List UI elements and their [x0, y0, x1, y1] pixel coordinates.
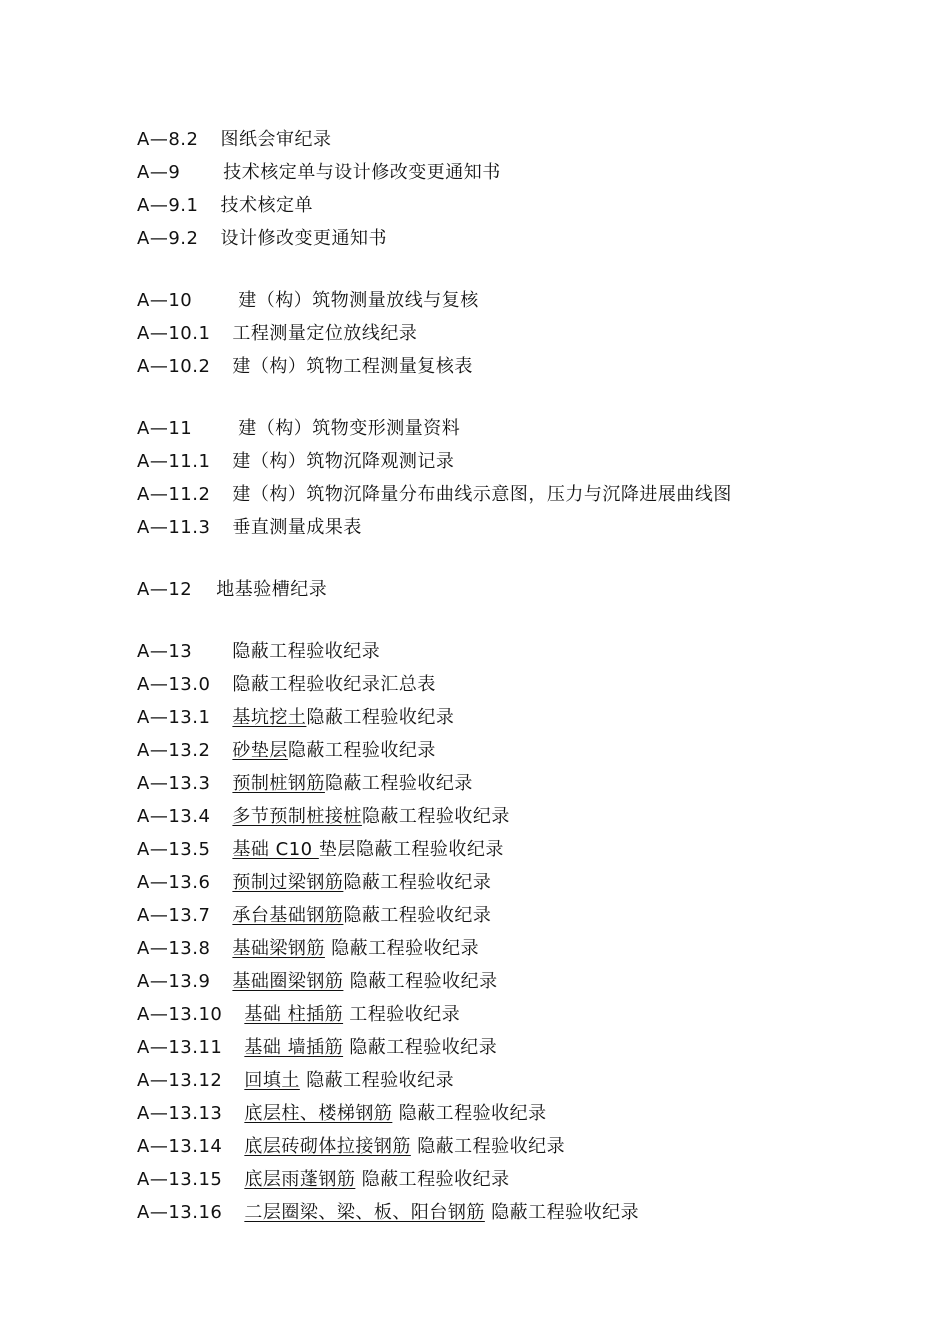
section-gap — [137, 544, 917, 573]
record-item-underlined: 预制过梁钢筋 — [232, 872, 344, 893]
record-title: 工程测量定位放线纪录 — [232, 323, 418, 344]
record-item-underlined: 基础梁钢筋 — [232, 938, 325, 959]
record-entry — [137, 511, 917, 544]
record-item-underlined: 基础 墙插筋 — [244, 1037, 344, 1058]
record-code: A—13.9 — [137, 971, 211, 992]
record-code: A—13.2 — [137, 740, 211, 761]
record-index-list — [137, 123, 917, 1229]
record-entry — [137, 800, 917, 833]
record-code: A—13.15 — [137, 1169, 223, 1190]
record-code: A—13.14 — [137, 1136, 223, 1157]
record-entry — [137, 1196, 917, 1229]
record-entry — [137, 317, 917, 350]
record-title: 隐蔽工程验收纪录 — [392, 1103, 547, 1124]
record-item-underlined: 砂垫层 — [232, 740, 288, 761]
record-title: 隐蔽工程验收纪录 — [324, 773, 473, 794]
record-title: 隐蔽工程验收纪录 — [343, 971, 498, 992]
record-title: 技术核定单 — [220, 195, 313, 216]
record-entry — [137, 573, 917, 606]
record-title: 建（构）筑物工程测量复核表 — [232, 356, 473, 377]
record-entry — [137, 222, 917, 255]
record-entry — [137, 412, 917, 445]
record-title: 地基验槽纪录 — [216, 579, 328, 600]
record-entry — [137, 189, 917, 222]
record-code: A—11.3 — [137, 517, 211, 538]
record-entry — [137, 445, 917, 478]
record-entry — [137, 866, 917, 899]
record-code: A—8.2 — [137, 129, 199, 150]
record-item-underlined: 底层砖砌体拉接钢筋 — [244, 1136, 411, 1157]
record-title: 隐蔽工程验收纪录 — [484, 1202, 640, 1223]
record-item-underlined: 预制桩钢筋 — [232, 773, 325, 794]
record-entry — [137, 899, 917, 932]
record-title: 设计修改变更通知书 — [220, 228, 387, 249]
record-title: 隐蔽工程验收纪录 — [343, 905, 492, 926]
record-title: 建（构）筑物变形测量资料 — [238, 418, 461, 439]
record-code: A—12 — [137, 579, 193, 600]
record-title: 技术核定单与设计修改变更通知书 — [223, 162, 501, 183]
record-code: A—13.12 — [137, 1070, 223, 1091]
record-title: 隐蔽工程验收纪录 — [361, 806, 510, 827]
record-title: 建（构）筑物沉降量分布曲线示意图，压力与沉降进展曲线图 — [232, 484, 732, 505]
record-code: A—13.3 — [137, 773, 211, 794]
record-entry — [137, 767, 917, 800]
record-item-underlined: 底层雨蓬钢筋 — [244, 1169, 356, 1190]
record-entry — [137, 833, 917, 866]
section-gap — [137, 255, 917, 284]
section-gap — [137, 383, 917, 412]
record-entry — [137, 1097, 917, 1130]
record-code: A—9.2 — [137, 228, 199, 249]
record-entry — [137, 478, 917, 511]
record-item-underlined: 基础 C10 — [232, 839, 319, 860]
record-code: A—13.16 — [137, 1202, 223, 1223]
record-code: A—13.4 — [137, 806, 211, 827]
record-title: 建（构）筑物沉降观测记录 — [232, 451, 455, 472]
record-code: A—10.1 — [137, 323, 211, 344]
record-title: 隐蔽工程验收纪录 — [324, 938, 480, 959]
record-entry — [137, 123, 917, 156]
record-code: A—11.1 — [137, 451, 211, 472]
record-item-underlined: 基坑挖土 — [232, 707, 307, 728]
record-entry — [137, 701, 917, 734]
record-code: A—13.5 — [137, 839, 211, 860]
record-item-underlined: 多节预制桩接桩 — [232, 806, 362, 827]
record-code: A—10.2 — [137, 356, 211, 377]
record-code: A—11 — [137, 418, 193, 439]
record-item-underlined: 基础 柱插筋 — [244, 1004, 344, 1025]
record-item-underlined: 二层圈梁、梁、板、阳台钢筋 — [244, 1202, 485, 1223]
record-title: 隐蔽工程验收纪录 — [343, 872, 492, 893]
record-code: A—13.7 — [137, 905, 211, 926]
record-code: A—9.1 — [137, 195, 199, 216]
record-entry — [137, 1163, 917, 1196]
record-code: A—9 — [137, 162, 181, 183]
record-code: A—13.0 — [137, 674, 211, 695]
record-title: 隐蔽工程验收纪录 — [299, 1070, 455, 1091]
record-entry — [137, 668, 917, 701]
record-entry — [137, 1130, 917, 1163]
record-title: 图纸会审纪录 — [220, 129, 332, 150]
record-entry — [137, 932, 917, 965]
record-title: 建（构）筑物测量放线与复核 — [238, 290, 479, 311]
record-code: A—13.10 — [137, 1004, 223, 1025]
record-title: 隐蔽工程验收纪录 — [287, 740, 436, 761]
record-entry — [137, 734, 917, 767]
record-item-underlined: 基础圈梁钢筋 — [232, 971, 344, 992]
record-title: 隐蔽工程验收纪录 — [343, 1037, 498, 1058]
record-code: A—11.2 — [137, 484, 211, 505]
record-code: A—13 — [137, 641, 193, 662]
record-entry — [137, 635, 917, 668]
record-item-underlined: 回填土 — [244, 1070, 300, 1091]
record-item-underlined: 承台基础钢筋 — [232, 905, 344, 926]
record-code: A—13.6 — [137, 872, 211, 893]
record-code: A—10 — [137, 290, 193, 311]
record-code: A—13.8 — [137, 938, 211, 959]
record-entry — [137, 1064, 917, 1097]
record-item-underlined: 底层柱、楼梯钢筋 — [244, 1103, 393, 1124]
record-entry — [137, 998, 917, 1031]
record-code: A—13.11 — [137, 1037, 223, 1058]
record-title: 隐蔽工程验收纪录 — [232, 641, 381, 662]
record-title: 垂直测量成果表 — [232, 517, 362, 538]
record-title: 垫层隐蔽工程验收纪录 — [318, 839, 504, 860]
record-entry — [137, 284, 917, 317]
record-entry — [137, 965, 917, 998]
section-gap — [137, 606, 917, 635]
record-code: A—13.13 — [137, 1103, 223, 1124]
record-entry — [137, 1031, 917, 1064]
record-code: A—13.1 — [137, 707, 211, 728]
record-title: 隐蔽工程验收纪录汇总表 — [232, 674, 436, 695]
record-title: 隐蔽工程验收纪录 — [306, 707, 455, 728]
record-title: 隐蔽工程验收纪录 — [355, 1169, 510, 1190]
record-entry — [137, 350, 917, 383]
record-title: 工程验收纪录 — [343, 1004, 461, 1025]
record-entry — [137, 156, 917, 189]
record-title: 隐蔽工程验收纪录 — [410, 1136, 566, 1157]
